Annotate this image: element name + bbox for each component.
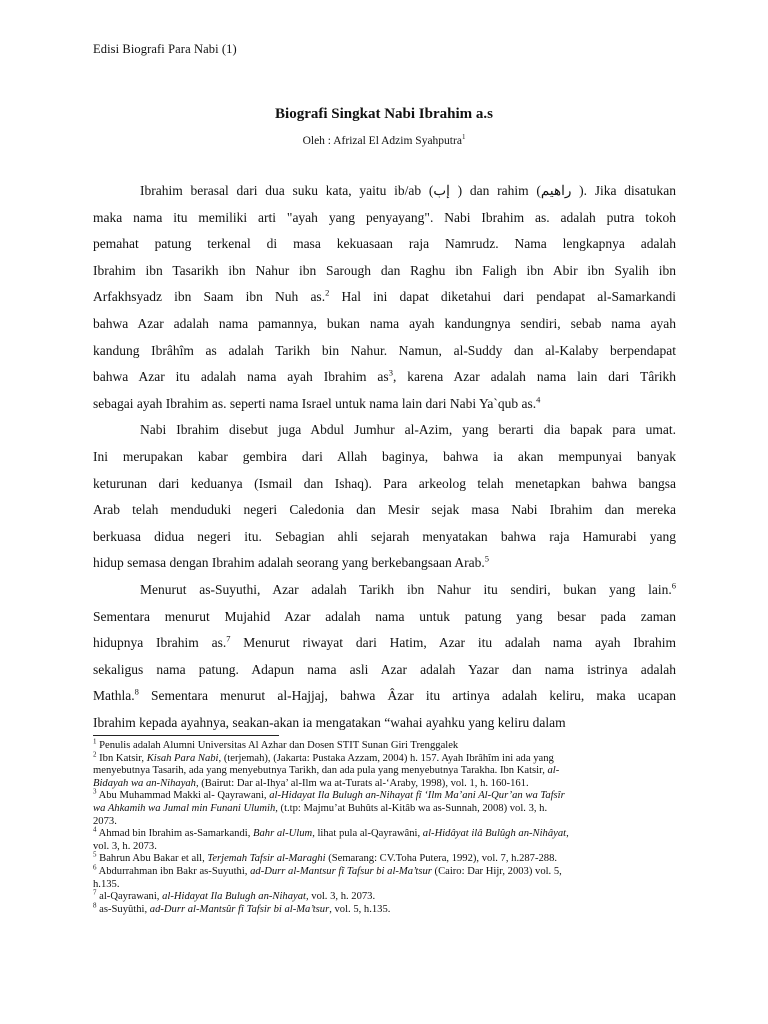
footnote-number: 8 [93,901,97,910]
line-text: Nabi Ibrahim disebut juga Abdul Jumhur al-Azim, yang berarti dia bapak para umat. [140,422,676,438]
footnote-text: as-Suyûthi, [96,903,150,915]
footnote-line [93,778,676,791]
line-text: hidup semasa dengan Ibrahim adalah seorang yang berkebangsaan Arab. [93,555,485,571]
footnote-text: Ahmad bin Ibrahim as-Samarkandi, [96,828,254,840]
footnote-line [93,737,676,753]
paragraph-1-line [93,284,676,311]
footnote-number: 1 [93,737,97,746]
footnote-text: , vol. 5, h.135. [329,903,391,915]
paragraph-2-line [93,550,676,577]
line-text: Arfakhsyadz ibn Saam ibn Nuh as. [93,289,326,305]
footnote-ref[interactable]: 8 [134,686,139,697]
paragraph-3-line [93,710,676,737]
footnote-title: Bahr al-Ulum [253,828,313,840]
footnote-text: , (t.tp: Majmu’at Buhûts al-Kitâb wa as-Sunnah, 2008) vol. 3, h. [275,802,548,814]
footnote-ref[interactable]: 2 [325,287,330,298]
paragraph-1-line [93,231,676,258]
running-header: Edisi Biografi Para Nabi (1) [93,42,237,56]
footnote-text: Abdurrahman ibn Bakr as-Suyuthi, [96,865,251,877]
footnote-title: wa Ahkamih wa Jumal min Funani Ulumih [93,802,276,814]
line-text: Ibrahim kepada ayahnya, seakan-akan ia mengatakan “wahai ayahku yang keliru dalam [93,714,566,730]
author-line [0,133,768,147]
line-text-after-ref: , karena Azar adalah nama lain dari Târikh [392,369,676,385]
footnote-title: al- [547,765,560,777]
author-name: Oleh : Afrizal El Adzim Syahputra [302,134,462,147]
footnote-line [93,879,676,892]
footnote-separator [93,735,279,736]
line-text: bahwa Azar itu adalah nama ayah Ibrahim as [93,369,389,385]
paragraph-3-line [93,604,676,631]
line-text-after-ref: Sementara menurut al-Hajjaj, bahwa Âzar itu artinya adalah keliru, maka ucapan [138,688,676,704]
footnote-text: Bahrun Abu Bakar et all, [96,853,208,865]
footnote-text: (Semarang: CV.Toha Putera, 1992), vol. 7, h.287-288. [325,853,558,865]
footnote-title: ad-Durr al-Mantsûr fî Tafsir bi al-Ma’tsur [149,903,330,915]
line-text: kandung Ibrâhîm as adalah Tarikh bin Nahur. Namun, al-Suddy dan al-Kalaby berpendapat [93,342,676,358]
footnote-text: , [566,828,569,840]
line-text: Mathla. [93,688,135,704]
paragraph-3-line [93,657,676,684]
footnote-text: (Cairo: Dar Hijr, 2003) vol. 5, [431,865,562,877]
line-text: sebagai ayah Ibrahim as. seperti nama Israel untuk nama lain dari Nabi Ya`qub as. [93,395,537,411]
footnote-line [93,787,676,803]
footnote-title: al-Hidâyat ilâ Bulûgh an-Nihâyat [422,828,567,840]
footnote-line [93,816,676,829]
line-text: hidupnya Ibrahim as. [93,635,227,651]
footnote-text: Ibn Katsir, [96,752,147,764]
paragraph-1-line [93,391,676,418]
paragraph-3-line [93,577,676,604]
paragraph-1-line [93,258,676,285]
line-text: Sementara menurut Mujahid Azar adalah nama untuk patung yang besar pada zaman [93,608,676,624]
footnote-line [93,901,676,917]
footnote-text: , lihat pula al-Qayrawâni, [312,828,423,840]
footnote-line [93,750,676,766]
footnote-title: Kisah Para Nabi [146,752,219,764]
paragraph-3-line [93,683,676,710]
footnote-title: Bidayah wa an-Nihayah [93,777,196,789]
paragraph-2-line [93,417,676,444]
footnote-number: 5 [93,850,97,859]
footnote-number: 2 [93,750,97,759]
footnote-ref[interactable]: 4 [536,394,541,405]
footnote-number: 3 [93,787,97,796]
footnote-text: Penulis adalah Alumni Universitas Al Azhar dan Dosen STIT Sunan Giri Trenggalek [96,740,459,751]
paragraph-2-line [93,471,676,498]
line-text: keturunan dari keduanya (Ismail dan Ishaq). Para arkeolog telah menetapkan bahwa bangsa [93,475,676,491]
author-footnote-ref: 1 [461,133,466,141]
footnote-text: , (terjemah), (Jakarta: Pustaka Azzam, 2004) h. 157. Ayah Ibrâhîm ini ada yang [218,752,554,764]
footnote-ref[interactable]: 3 [388,367,393,378]
footnotes [93,737,676,916]
line-text: sekaligus nama patung. Adapun nama asli Azar adalah Yazar dan nama istrinya adalah [93,661,676,677]
footnote-text: , (Bairut: Dar al-Ihya’ al-Ilm wa at-Turats al-‘Araby, 1998), vol. 1, h. 160-161. [195,777,529,789]
line-text: Arab telah menduduki negeri Caledonia dan Mesir sejak masa Nabi Ibrahim dan mereka [93,502,676,518]
footnote-text: menyebutnya Tasarih, ada yang menyebutnya Tarikh, dan ada pula yang menyebutnya Tarakha. Ibn Katsir, [93,765,548,777]
footnote-line [93,888,676,904]
paragraph-1-line [93,311,676,338]
footnote-text: al-Qayrawani, [96,891,163,903]
footnote-title: al-Hidayat Ila Bulugh an-Nihayat fî ‘Ilm Ma’ani Al-Qur’an wa Tafsîr [269,790,565,802]
paragraph-1-line [93,338,676,365]
line-text: bahwa Azar adalah nama pamannya, bukan nama ayah kandungnya sendiri, sebab nama ayah [93,315,676,331]
footnote-ref[interactable]: 5 [484,553,489,564]
line-text: Ibrahim berasal dari dua suku kata, yaitu ib/ab (إب ) dan rahim (راهيم ). Jika disatukan [140,183,676,198]
line-text: berkuasa didua negeri itu. Sebagian ahli sejarah menyatakan bahwa raja Hamurabi yang [93,528,676,544]
footnote-line [93,825,676,841]
footnote-title: Terjemah Tafsir al-Maraghi [207,853,326,865]
paragraph-1-line [93,364,676,391]
paragraph-3-line [93,630,676,657]
footnote-text: h.135. [93,878,120,890]
footnote-ref[interactable]: 7 [226,633,231,644]
footnote-text: vol. 3, h. 2073. [93,840,157,852]
footnote-line [93,841,676,854]
footnote-number: 7 [93,888,97,897]
footnote-number: 6 [93,863,97,872]
line-text: pemahat patung terkenal di masa kekuasaan raja Namrudz. Nama lengkapnya adalah [93,236,676,252]
line-text-after-ref: Hal ini dapat diketahui dari pendapat al-Samarkandi [329,289,676,305]
line-text: Menurut as-Suyuthi, Azar adalah Tarikh ibn Nahur itu sendiri, bukan yang lain. [140,581,672,597]
paragraph-2-line [93,524,676,551]
footnote-text: Abu Muhammad Makki al- Qayrawani, [96,790,270,802]
line-text: maka nama itu memiliki arti "ayah yang penyayang". Nabi Ibrahim as. adalah putra tokoh [93,209,676,225]
footnote-number: 4 [93,825,97,834]
footnote-text: 2073. [93,815,117,827]
line-text: Ini merupakan kabar gembira dari Allah baginya, bahwa ia akan mempunyai banyak [93,448,676,464]
paragraph-2-line [93,497,676,524]
footnote-ref[interactable]: 6 [671,580,676,591]
document-title: Biografi Singkat Nabi Ibrahim a.s [275,106,493,122]
footnote-title: ad-Durr al-Mantsur fî Tafsur bi al-Ma’tsur [250,865,432,877]
paragraph-1-line [93,178,676,205]
body-text [93,178,676,736]
footnote-title: al-Hidayat Ila Bulugh an-Nihayat, [162,891,309,903]
footnote-text: vol. 3, h. 2073. [308,891,376,903]
paragraph-2-line [93,444,676,471]
footnote-line [93,863,676,879]
line-text: Ibrahim ibn Tasarikh ibn Nahur ibn Sarough dan Raghu ibn Faligh ibn Abir ibn Syalih ibn [93,262,676,278]
footnote-line [93,765,676,778]
footnote-line [93,850,676,866]
line-text-after-ref: Menurut riwayat dari Hatim, Azar itu adalah nama ayah Ibrahim [230,635,676,651]
paragraph-1-line [93,205,676,232]
footnote-line [93,803,676,816]
